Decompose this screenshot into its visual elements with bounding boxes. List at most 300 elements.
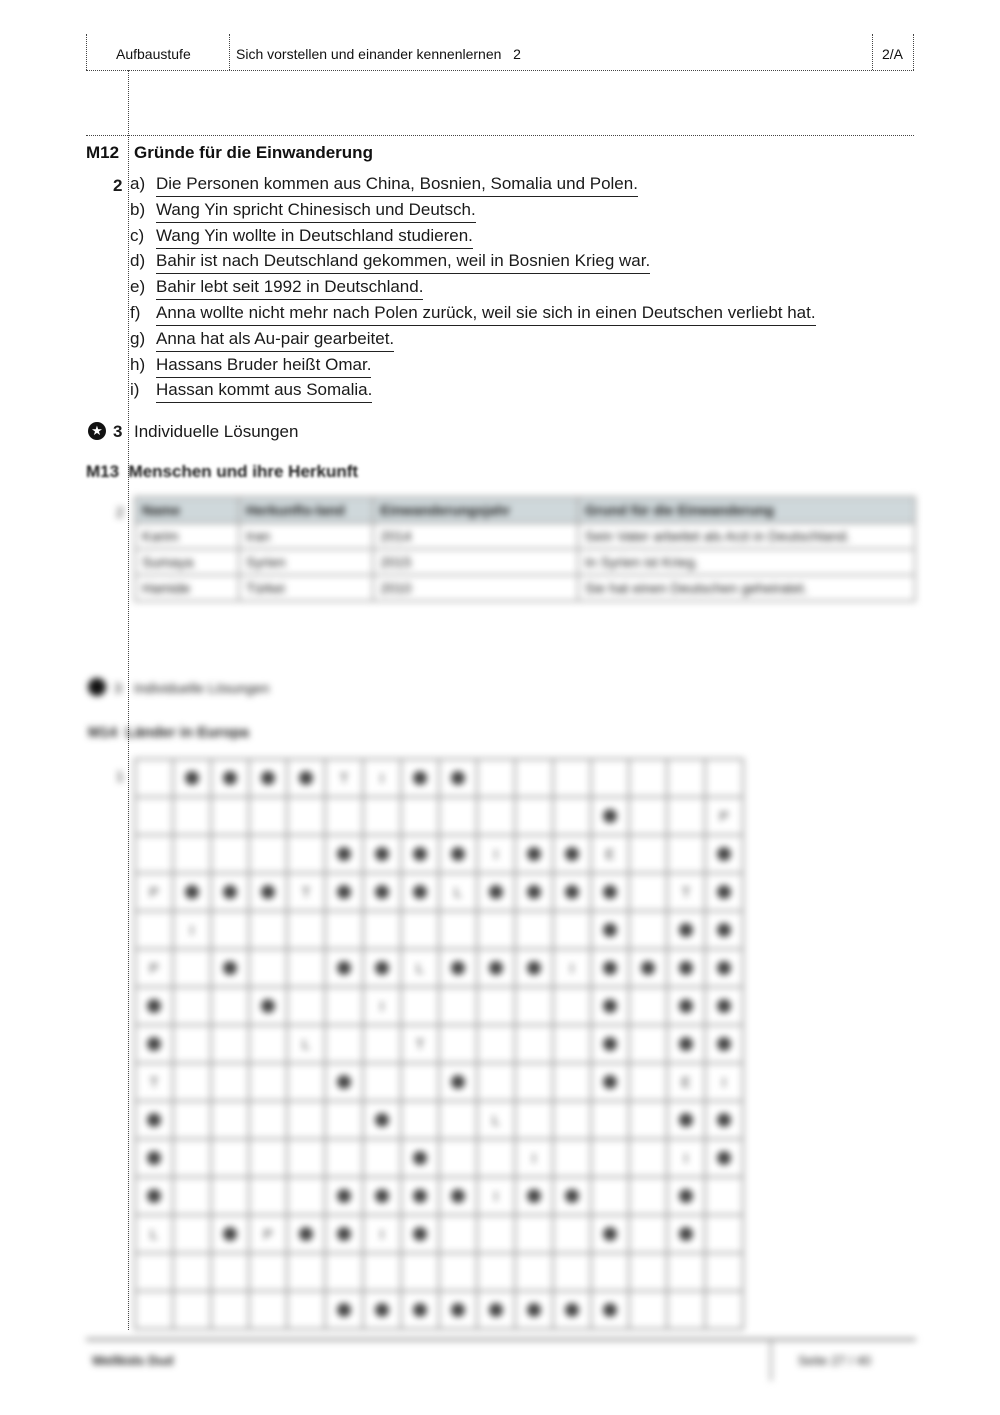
- grid-cell: [706, 874, 744, 912]
- grid-cell: [706, 1216, 744, 1254]
- grid-cell: [706, 760, 744, 798]
- grid-cell-mark: [717, 961, 731, 975]
- grid-cell: [440, 798, 478, 836]
- grid-cell: [554, 912, 592, 950]
- m14-crossword-grid: [134, 758, 744, 1330]
- grid-cell-mark: [603, 923, 617, 937]
- grid-cell: [250, 950, 288, 988]
- grid-cell: [364, 874, 402, 912]
- grid-cell: [402, 1140, 440, 1178]
- grid-cell: [402, 836, 440, 874]
- grid-cell: [288, 1292, 326, 1330]
- grid-cell-mark: [603, 999, 617, 1013]
- m13-column-header: Name: [135, 497, 239, 523]
- grid-cell: [136, 1026, 174, 1064]
- grid-cell-mark: [565, 1189, 579, 1203]
- grid-cell: [174, 1292, 212, 1330]
- grid-cell: [516, 1026, 554, 1064]
- answer-text: Die Personen kommen aus China, Bosnien, Somalia und Polen.: [156, 174, 638, 197]
- grid-cell: [592, 1064, 630, 1102]
- grid-cell-mark: [337, 1189, 351, 1203]
- grid-cell-mark: [717, 1037, 731, 1051]
- grid-cell: [364, 912, 402, 950]
- grid-cell: [326, 1064, 364, 1102]
- grid-cell: [630, 1026, 668, 1064]
- answer-text: Anna hat als Au-pair gearbeitet.: [156, 329, 394, 352]
- grid-cell: [592, 1178, 630, 1216]
- grid-cell-mark: [603, 1037, 617, 1051]
- grid-cell: [706, 1292, 744, 1330]
- grid-cell: [250, 912, 288, 950]
- table-cell: In Syrien ist Krieg.: [578, 549, 915, 575]
- grid-cell: [174, 1254, 212, 1292]
- grid-cell: [478, 950, 516, 988]
- answer-letter: a): [130, 174, 146, 193]
- header-chapter: 2: [513, 46, 521, 62]
- grid-cell: [250, 874, 288, 912]
- grid-cell-mark: [413, 847, 427, 861]
- grid-cell-mark: [565, 885, 579, 899]
- grid-cell-mark: [147, 1151, 161, 1165]
- grid-cell: [212, 798, 250, 836]
- header-divider-2: [872, 34, 873, 70]
- grid-cell: [326, 798, 364, 836]
- grid-cell: [668, 1216, 706, 1254]
- grid-cell-mark: [223, 771, 237, 785]
- grid-cell-mark: [413, 885, 427, 899]
- grid-cell: [136, 836, 174, 874]
- grid-cell: [516, 950, 554, 988]
- table-cell: Karim: [135, 523, 239, 549]
- m13-table-header: [135, 497, 915, 523]
- grid-cell: [516, 988, 554, 1026]
- grid-cell-mark: [337, 1303, 351, 1317]
- footer: [86, 1338, 916, 1381]
- grid-cell: [250, 1292, 288, 1330]
- m13-table: [134, 496, 916, 602]
- grid-cell: [592, 760, 630, 798]
- grid-cell: [668, 1026, 706, 1064]
- m12-answer-item: [130, 200, 476, 224]
- grid-cell-mark: [679, 1113, 693, 1127]
- grid-cell: [402, 1216, 440, 1254]
- grid-cell: [440, 1254, 478, 1292]
- m13-task-number: 2: [116, 504, 124, 520]
- answer-letter: f): [130, 303, 141, 322]
- grid-cell: [212, 1102, 250, 1140]
- grid-cell: [706, 950, 744, 988]
- table-cell: Iran: [239, 523, 373, 549]
- grid-cell: [440, 912, 478, 950]
- grid-cell: [402, 1292, 440, 1330]
- grid-cell: I: [668, 1140, 706, 1178]
- grid-cell: [592, 1254, 630, 1292]
- grid-cell: I: [478, 836, 516, 874]
- grid-cell: [554, 1178, 592, 1216]
- grid-cell: [478, 1026, 516, 1064]
- grid-cell: I: [706, 1064, 744, 1102]
- grid-cell: [630, 836, 668, 874]
- grid-cell: P: [706, 798, 744, 836]
- m12-task-number: 2: [113, 176, 123, 195]
- grid-cell: [706, 1102, 744, 1140]
- grid-cell-mark: [717, 923, 731, 937]
- grid-cell-mark: [527, 1189, 541, 1203]
- grid-cell-mark: [375, 961, 389, 975]
- grid-cell: [516, 798, 554, 836]
- grid-cell: [592, 1102, 630, 1140]
- answer-letter: d): [130, 251, 146, 271]
- m13-task3-number: 3: [114, 680, 122, 696]
- grid-cell: T: [136, 1064, 174, 1102]
- grid-cell-mark: [451, 1303, 465, 1317]
- grid-cell: I: [174, 912, 212, 950]
- grid-cell: [554, 1064, 592, 1102]
- table-row: [135, 523, 915, 549]
- grid-cell-mark: [299, 771, 313, 785]
- grid-cell: [212, 912, 250, 950]
- m14-heading: M14 Länder in Europa: [88, 724, 249, 741]
- grid-cell: L: [402, 950, 440, 988]
- grid-cell: [516, 1216, 554, 1254]
- table-cell: Hamide: [135, 575, 239, 601]
- grid-cell: [250, 1064, 288, 1102]
- grid-cell: [630, 1102, 668, 1140]
- grid-cell: [288, 798, 326, 836]
- m13-task3-text: Individuelle Lösungen: [134, 680, 270, 696]
- grid-cell: [288, 1254, 326, 1292]
- grid-cell: P: [136, 874, 174, 912]
- grid-cell: [592, 1216, 630, 1254]
- answer-letter: b): [130, 199, 146, 219]
- grid-cell: [478, 1292, 516, 1330]
- grid-cell: [136, 798, 174, 836]
- grid-cell-mark: [261, 771, 275, 785]
- grid-cell: [174, 1216, 212, 1254]
- answer-letter: i): [130, 380, 140, 400]
- grid-cell: [478, 760, 516, 798]
- grid-cell-mark: [603, 885, 617, 899]
- grid-cell: [288, 912, 326, 950]
- grid-cell-mark: [603, 809, 617, 823]
- grid-cell: [630, 760, 668, 798]
- grid-cell: [668, 1292, 706, 1330]
- grid-cell: [364, 1064, 402, 1102]
- grid-cell-mark: [299, 1227, 313, 1241]
- grid-cell: [212, 836, 250, 874]
- grid-cell: [516, 1254, 554, 1292]
- grid-cell: [174, 1064, 212, 1102]
- grid-cell: [516, 836, 554, 874]
- grid-cell: [136, 912, 174, 950]
- grid-cell: [706, 1026, 744, 1064]
- grid-cell: [212, 1026, 250, 1064]
- grid-cell: L: [136, 1216, 174, 1254]
- m13-column-header: Herkunfts-land: [239, 497, 373, 523]
- grid-cell: [592, 1140, 630, 1178]
- grid-cell-mark: [527, 961, 541, 975]
- grid-cell-mark: [223, 1227, 237, 1241]
- grid-cell: I: [478, 1178, 516, 1216]
- grid-cell-mark: [451, 1189, 465, 1203]
- grid-cell: [250, 798, 288, 836]
- grid-cell: E: [668, 1064, 706, 1102]
- grid-cell: [592, 912, 630, 950]
- grid-cell: [250, 1140, 288, 1178]
- grid-cell-mark: [375, 1189, 389, 1203]
- m12-answer-item: [130, 303, 816, 327]
- grid-cell: [554, 1026, 592, 1064]
- grid-cell: [174, 988, 212, 1026]
- grid-cell: [174, 950, 212, 988]
- grid-cell: [402, 1254, 440, 1292]
- grid-cell-mark: [565, 847, 579, 861]
- grid-cell-mark: [223, 961, 237, 975]
- grid-cell: [212, 988, 250, 1026]
- grid-cell: [478, 874, 516, 912]
- grid-cell: [478, 1254, 516, 1292]
- grid-cell: [288, 950, 326, 988]
- grid-cell-mark: [679, 1037, 693, 1051]
- grid-cell: [630, 950, 668, 988]
- star-circle-icon: [88, 678, 106, 696]
- grid-cell-mark: [261, 885, 275, 899]
- grid-cell: [288, 1140, 326, 1178]
- grid-cell: [630, 1216, 668, 1254]
- grid-cell: [212, 1292, 250, 1330]
- footer-page: Seite 27 / 40: [798, 1353, 871, 1368]
- grid-cell-mark: [679, 1189, 693, 1203]
- grid-cell: [174, 1102, 212, 1140]
- grid-cell: T: [288, 874, 326, 912]
- grid-cell: P: [136, 950, 174, 988]
- grid-cell: [554, 798, 592, 836]
- grid-cell: T: [668, 874, 706, 912]
- grid-cell: [706, 1140, 744, 1178]
- grid-cell: [250, 1102, 288, 1140]
- grid-cell-mark: [451, 1075, 465, 1089]
- grid-cell: [554, 836, 592, 874]
- grid-cell: [174, 1026, 212, 1064]
- grid-cell: [136, 760, 174, 798]
- grid-cell-mark: [147, 1113, 161, 1127]
- grid-cell: [364, 836, 402, 874]
- grid-cell: [554, 988, 592, 1026]
- grid-cell-mark: [565, 1303, 579, 1317]
- grid-cell: [326, 1140, 364, 1178]
- table-cell: Sein Vater arbeitet als Arzt in Deutschland.: [578, 523, 915, 549]
- grid-cell: [440, 1102, 478, 1140]
- grid-cell: [174, 836, 212, 874]
- grid-cell: [250, 836, 288, 874]
- grid-cell: [326, 1102, 364, 1140]
- grid-cell: [592, 874, 630, 912]
- grid-cell: [516, 1178, 554, 1216]
- grid-cell: [250, 760, 288, 798]
- grid-cell: [174, 1178, 212, 1216]
- grid-cell: [668, 988, 706, 1026]
- grid-cell: [668, 836, 706, 874]
- grid-cell-mark: [375, 885, 389, 899]
- grid-cell: [668, 912, 706, 950]
- grid-cell: T: [326, 760, 364, 798]
- grid-cell-mark: [603, 1075, 617, 1089]
- answer-text: Bahir ist nach Deutschland gekommen, weil in Bosnien Krieg war.: [156, 251, 650, 274]
- grid-cell: [364, 798, 402, 836]
- grid-cell-mark: [527, 1303, 541, 1317]
- grid-cell-mark: [603, 961, 617, 975]
- grid-cell: [326, 1178, 364, 1216]
- grid-cell: [364, 1026, 402, 1064]
- grid-cell-mark: [717, 1151, 731, 1165]
- grid-cell-mark: [603, 1227, 617, 1241]
- grid-cell: [402, 912, 440, 950]
- answer-text: Anna wollte nicht mehr nach Polen zurück, weil sie sich in einen Deutschen verliebt hat.: [156, 303, 816, 326]
- grid-cell: [212, 1216, 250, 1254]
- answer-letter: c): [130, 225, 145, 245]
- grid-cell-mark: [679, 999, 693, 1013]
- grid-cell: [212, 1140, 250, 1178]
- grid-cell: [174, 874, 212, 912]
- grid-cell: [706, 912, 744, 950]
- grid-cell: [630, 912, 668, 950]
- grid-cell: [250, 1178, 288, 1216]
- grid-cell: [706, 1254, 744, 1292]
- grid-cell-mark: [375, 1303, 389, 1317]
- blurred-region: [0, 490, 1000, 1415]
- grid-cell: [630, 1064, 668, 1102]
- grid-cell-mark: [147, 1189, 161, 1203]
- footer-publisher: Wellkids Dud: [92, 1353, 174, 1368]
- grid-cell-mark: [717, 847, 731, 861]
- grid-cell: [440, 1064, 478, 1102]
- grid-cell: [668, 1178, 706, 1216]
- header-page-code: 2/A: [882, 46, 904, 62]
- grid-cell: [136, 1254, 174, 1292]
- grid-cell: [364, 1292, 402, 1330]
- table-cell: 2010: [373, 575, 578, 601]
- grid-cell: [402, 988, 440, 1026]
- grid-cell: [326, 912, 364, 950]
- grid-cell: [212, 1064, 250, 1102]
- grid-cell: L: [440, 874, 478, 912]
- grid-cell-mark: [337, 1075, 351, 1089]
- grid-cell-mark: [717, 1113, 731, 1127]
- answer-text: Hassans Bruder heißt Omar.: [156, 355, 371, 378]
- table-cell: 2015: [373, 549, 578, 575]
- answer-letter: g): [130, 328, 146, 348]
- grid-cell: [554, 1102, 592, 1140]
- table-row: [135, 575, 915, 601]
- grid-cell-mark: [147, 1037, 161, 1051]
- grid-cell: [516, 1292, 554, 1330]
- grid-cell: [250, 1026, 288, 1064]
- grid-cell: [668, 1254, 706, 1292]
- grid-cell: [554, 1292, 592, 1330]
- grid-cell: [402, 1102, 440, 1140]
- m14-title: Länder in Europa: [125, 724, 249, 741]
- grid-cell: [668, 1102, 706, 1140]
- m12-task3-text: Individuelle Lösungen: [134, 422, 299, 441]
- grid-cell: [364, 1140, 402, 1178]
- answer-text: Wang Yin spricht Chinesisch und Deutsch.: [156, 200, 476, 223]
- grid-cell: [288, 1102, 326, 1140]
- grid-cell: [288, 988, 326, 1026]
- grid-cell: [440, 836, 478, 874]
- grid-cell: [630, 1178, 668, 1216]
- m12-answer-item: [130, 355, 371, 379]
- m13-column-header: Einwanderungsjahr: [373, 497, 578, 523]
- grid-cell: [364, 1102, 402, 1140]
- table-cell: Syrien: [239, 549, 373, 575]
- grid-cell: E: [592, 836, 630, 874]
- grid-cell: [364, 1254, 402, 1292]
- grid-cell: [440, 988, 478, 1026]
- header-border-left: [86, 34, 87, 70]
- grid-cell: [478, 798, 516, 836]
- grid-cell: [174, 760, 212, 798]
- grid-cell-mark: [451, 847, 465, 861]
- grid-cell: [326, 1292, 364, 1330]
- grid-cell: [630, 988, 668, 1026]
- grid-cell: [554, 1140, 592, 1178]
- grid-cell: [554, 1254, 592, 1292]
- header-border-right: [913, 34, 914, 70]
- grid-cell: [630, 1292, 668, 1330]
- grid-cell: [516, 760, 554, 798]
- grid-cell-mark: [413, 771, 427, 785]
- grid-cell: [326, 836, 364, 874]
- grid-cell-mark: [641, 961, 655, 975]
- grid-cell-mark: [679, 923, 693, 937]
- grid-cell: [288, 1178, 326, 1216]
- grid-cell: [706, 836, 744, 874]
- grid-cell: [706, 1178, 744, 1216]
- m12-answer-item: [130, 277, 423, 301]
- answer-letter: h): [130, 354, 146, 374]
- grid-cell: [592, 950, 630, 988]
- m12-code: M12: [86, 143, 120, 162]
- grid-cell: [554, 874, 592, 912]
- grid-cell: [212, 950, 250, 988]
- grid-cell-mark: [489, 961, 503, 975]
- header-level: Aufbaustufe: [116, 46, 191, 62]
- grid-cell: [440, 950, 478, 988]
- grid-cell: [326, 950, 364, 988]
- star-circle-icon: ★: [88, 422, 106, 440]
- grid-cell: [440, 1026, 478, 1064]
- grid-cell: [592, 988, 630, 1026]
- grid-cell-mark: [413, 1151, 427, 1165]
- grid-cell: P: [250, 1216, 288, 1254]
- grid-cell-mark: [375, 1113, 389, 1127]
- grid-cell: [136, 1292, 174, 1330]
- table-cell: Türkei: [239, 575, 373, 601]
- grid-cell-mark: [451, 771, 465, 785]
- grid-cell-mark: [679, 961, 693, 975]
- header-divider-1: [229, 34, 230, 70]
- grid-cell: [592, 1292, 630, 1330]
- grid-cell-mark: [489, 885, 503, 899]
- grid-cell: [516, 1064, 554, 1102]
- grid-cell: [402, 760, 440, 798]
- grid-cell-mark: [261, 999, 275, 1013]
- grid-cell-mark: [413, 1189, 427, 1203]
- grid-cell: [554, 1216, 592, 1254]
- grid-cell: [478, 1140, 516, 1178]
- grid-cell: I: [364, 988, 402, 1026]
- grid-cell: [288, 760, 326, 798]
